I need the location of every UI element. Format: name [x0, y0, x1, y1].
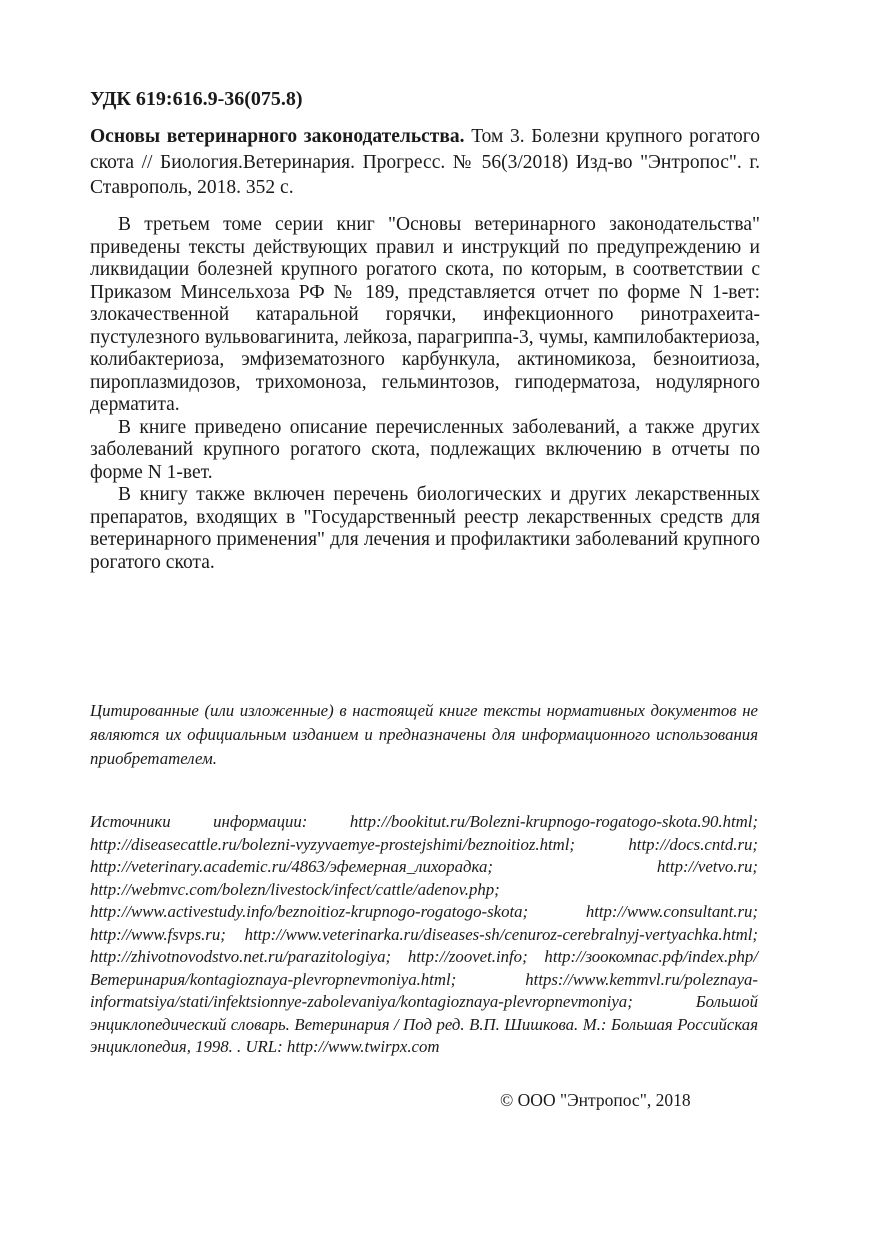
udk-code: УДК 619:616.9-36(075.8)	[90, 88, 303, 110]
annotation-paragraph: В третьем томе серии книг "Основы ветеринарного законодательства" приведены тексты действующих правил и инструкций по предупреждению и ликвидации болезней крупного рогатого скота, по которым, в соответствии с Приказом Минсельхоза РФ № 189, представляется отчет по форме N 1-вет: злокачественной катаральной горячки, инфекционного ринотрахеита-пустулезного вульвовагинита, лейкоза, парагриппа-3, чумы, кампилобактериоза, колибактериоза, эмфизематозного карбункула, актиномикоза, безноитиоза, пироплазмидозов, трихомоноза, гельминтозов, гиподерматоза, нодулярного дерматита.	[90, 214, 760, 415]
book-details: Том 3. Болезни крупного рогатого скота // Биология.Ветеринария. Прогресс. № 56(3/2018) Изд-во "Энтропос". г. Ставрополь, 2018. 352 с.	[90, 126, 761, 198]
annotation-paragraph: В книге приведено описание перечисленных заболеваний, а также других заболеваний крупного рогатого скота, подлежащих включению в отчеты по форме N 1-вет.	[90, 416, 760, 483]
copyright-notice: © ООО "Энтропос", 2018	[500, 1090, 691, 1110]
annotation	[90, 214, 760, 574]
annotation-paragraph: В книгу также включен перечень биологических и других лекарственных препаратов, входящих в "Государственный реестр лекарственных средств для ветеринарного применения" для лечения и профилактики заболеваний крупного рогатого скота.	[90, 484, 760, 573]
sources-list: Источники информации: http://bookitut.ru/Bolezni-krupnogo-rogatogo-skota.90.html; http://diseasecattle.ru/bolezni-vyzyvaemye-prostejshimi/beznoitioz.html; http://docs.cntd.ru; http://veterinary.academic.ru/4863/эфемерная_лихорадка; http://vetvo.ru; http://webmvc.com/bolezn/livestock/infect/cattle/adenov.php; http://www.activestudy.info/beznoitioz-krupnogo-rogatogo-skota; http://www.consultant.ru; http://www.fsvps.ru; http://www.veterinarka.ru/diseases-sh/cenuroz-cerebralnyj-vertyachka.html; http://zhivotnovodstvo.net.ru/parazitologiya; http://zoovet.info; http://зоокомпас.рф/index.php/Ветеринария/kontagioznaya-plevropnevmoniya.html; https://www.kemmvl.ru/poleznaya-informatsiya/stati/infektsionnye-zabolevaniya/kontagioznaya-plevropnevmoniya; Большой энциклопедический словарь. Ветеринария / Под ред. В.П. Шишкова. М.: Большая Российская энциклопедия, 1998. . URL: http://www.twirpx.com	[90, 812, 758, 1056]
book-title: Основы ветеринарного законодательства.	[90, 126, 465, 147]
bibliographic-record	[90, 124, 760, 201]
disclaimer: Цитированные (или изложенные) в настоящей книге тексты нормативных документов не являются их официальным изданием и предназначены для информационного использования приобретателем.	[90, 701, 758, 768]
